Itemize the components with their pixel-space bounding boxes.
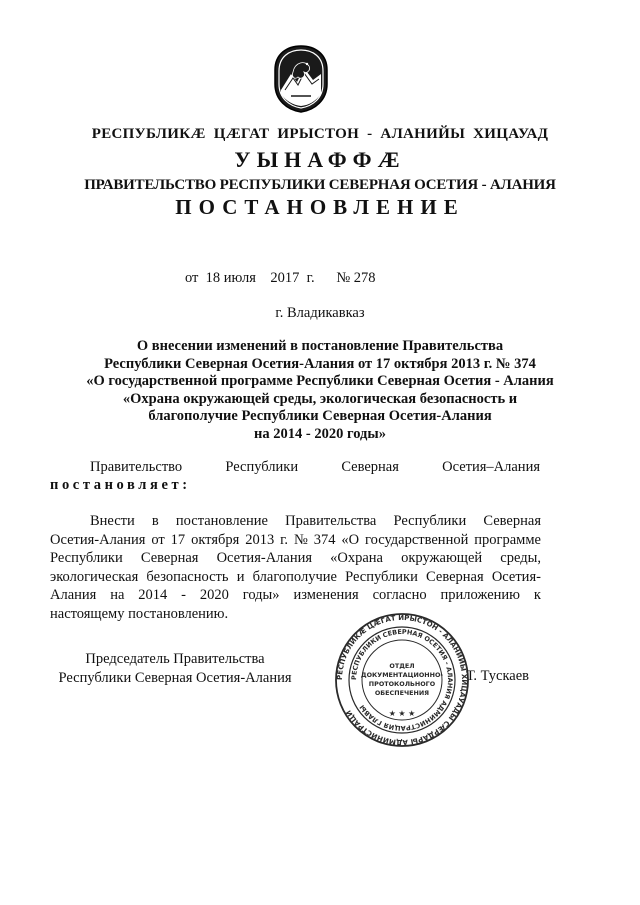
stamp-center-line: ПРОТОКОЛЬНОГО: [368, 680, 436, 688]
body-word: в: [151, 513, 159, 529]
body-word: Правительства: [285, 513, 377, 529]
document-city: г. Владикавказ: [275, 305, 365, 321]
body-word: Осетия-Алания: [50, 531, 146, 548]
signatory-name: Т. Тускаев: [466, 668, 530, 684]
body-word: от: [151, 531, 165, 548]
body-word: октября: [191, 531, 240, 548]
body-line: [50, 512, 541, 531]
body-word: Осетия-Алания: [216, 550, 313, 566]
body-word: Республики: [50, 550, 123, 566]
stamp-outer-text: РЕСПУБЛИКÆ ЦÆГАТ ИРЫСТОН - АЛАНИЙЫ ХИЦАУАДЫ СÆРДАРЫ АДМИНИСТРАЦИ: [335, 613, 469, 747]
stamp-center-line: ОТДЕЛ: [389, 662, 415, 670]
body-line: [50, 531, 541, 550]
body-word: Внести: [90, 513, 135, 529]
body-word: Северная: [426, 568, 484, 585]
document-subject: [40, 338, 600, 443]
body-word: программе: [474, 531, 541, 548]
body-word: г.: [280, 531, 289, 548]
body-word: среды,: [500, 550, 541, 566]
body-word: Северная: [140, 550, 199, 566]
body-word: экологическая: [50, 568, 139, 585]
body-word: 2014: [138, 587, 168, 603]
preamble: [50, 458, 540, 494]
stamp-center-line: ОБЕСПЕЧЕНИЯ: [374, 689, 430, 697]
stamp-star-icon: ★ ★ ★: [388, 709, 416, 718]
subject-line: на 2014 - 2020 годы»: [254, 425, 386, 442]
body-word: безопасность: [146, 568, 229, 585]
preamble-word: Республики: [225, 459, 299, 475]
subject-line: «О государственной программе Республики Северная Осетия - Алания: [86, 373, 554, 389]
subject-line: Республики Северная Осетия-Алания от 17 октября 2013 г. № 374: [104, 355, 536, 372]
body-word: к: [533, 587, 541, 603]
body-word: настоящему постановлению.: [50, 605, 229, 622]
body-word: Республики: [345, 568, 418, 585]
preamble-word: Правительство: [90, 459, 183, 475]
preamble-line: [50, 458, 540, 476]
body-word: -: [181, 587, 187, 603]
resolution-body: [50, 512, 541, 623]
stamp-center-line: ДОКУМЕНТАЦИОННО-: [360, 671, 444, 679]
body-word: Республики: [393, 513, 467, 529]
ossetian-government-name: РЕСПУБЛИКÆ ЦÆГАТ ИРЫСТОН - АЛАНИЙЫ ХИЦАУАД: [91, 126, 549, 142]
body-word: согласно: [372, 587, 427, 603]
body-word: изменения: [293, 587, 359, 603]
body-word: постановление: [175, 513, 268, 529]
body-word: на: [110, 587, 125, 603]
body-word: «Охрана: [330, 550, 383, 566]
body-word: 2020: [199, 587, 229, 603]
russian-government-name: ПРАВИТЕЛЬСТВО РЕСПУБЛИКИ СЕВЕРНАЯ ОСЕТИЯ - АЛАНИЯ: [84, 177, 556, 193]
preamble-verb: постановляет:: [50, 477, 191, 493]
subject-line: «Охрана окружающей среды, экологическая безопасность и: [122, 390, 518, 407]
body-word: окружающей: [401, 550, 483, 566]
body-word: №: [293, 531, 308, 548]
preamble-word: Осетия–Алания: [442, 459, 540, 475]
signatory-position-line: Председатель Правительства: [85, 651, 265, 667]
body-word: годы»: [242, 587, 280, 603]
body-line: [50, 568, 541, 587]
subject-line: О внесении изменений в постановление Правительства: [136, 338, 504, 354]
stamp-inner-text: РЕСПУБЛИКИ СЕВЕРНАЯ ОСЕТИЯ - АЛАНИЯ АДМИНИСТРАЦИЯ ГЛАВЫ: [349, 627, 455, 733]
document-date-number: от 18 июля 2017 г. № 278: [185, 270, 376, 286]
body-word: Алания: [50, 587, 97, 603]
body-word: 2013: [245, 531, 275, 548]
body-word: 17: [170, 531, 186, 548]
body-word: Северная: [483, 513, 541, 529]
signatory-position-line: Республики Северная Осетия-Алания: [58, 670, 292, 686]
document-type-title: ПОСТАНОВЛЕНИЕ: [175, 195, 465, 219]
subject-line: благополучие Республики Северная Осетия-Алания: [148, 408, 492, 424]
body-word: и: [236, 568, 245, 585]
coat-of-arms-emblem: [271, 44, 331, 114]
body-word: государственной: [365, 531, 469, 548]
body-line: [50, 586, 541, 605]
body-word: 374: [313, 531, 336, 548]
signatory-position: [50, 650, 300, 688]
preamble-word: Северная: [341, 459, 399, 475]
body-word: «О: [341, 531, 360, 548]
body-word: Осетия-: [491, 568, 541, 585]
body-word: приложению: [440, 587, 520, 603]
body-word: благополучие: [252, 568, 337, 585]
body-line: [50, 549, 541, 568]
ossetian-document-type: УЫНАФФÆ: [234, 147, 406, 172]
